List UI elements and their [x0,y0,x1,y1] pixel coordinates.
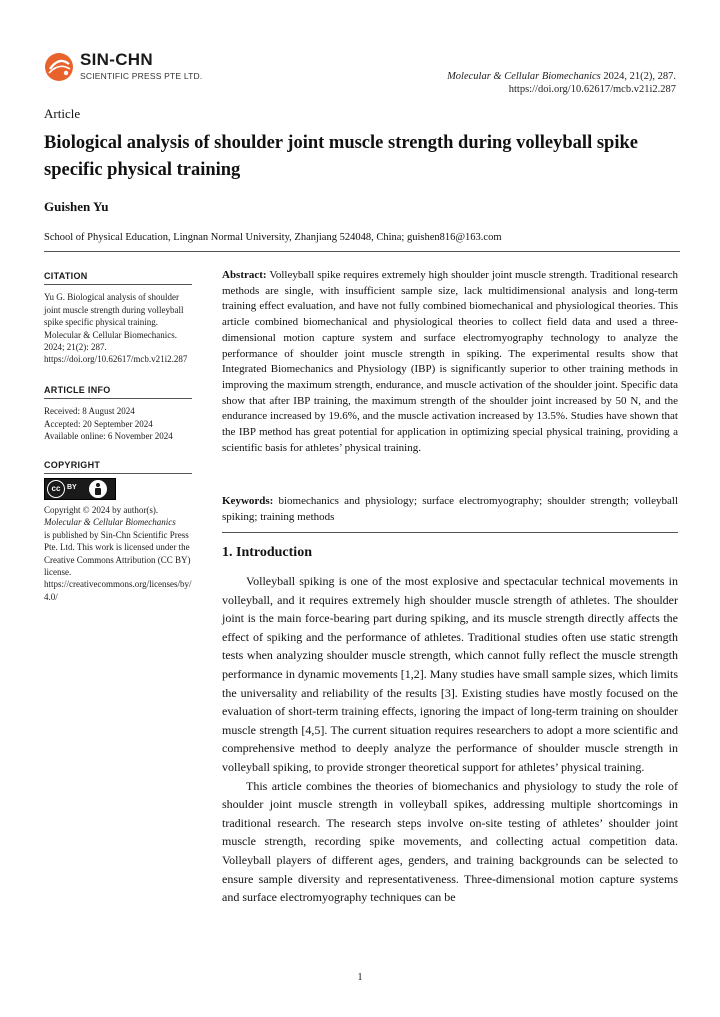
citation-heading: CITATION [44,270,192,285]
keywords [222,494,678,525]
by-label: BY [67,484,77,491]
copyright-license-text: is published by Sin-Chn Scientific Press Pte. Ltd. This work is licensed under the Creative Commons Attribution (CC BY) license. [44,529,191,578]
accepted-date: Accepted: 20 September 2024 [44,418,153,429]
article-info-block [44,384,192,443]
abstract-text: Volleyball spike requires extremely high shoulder joint muscle strength. Traditional research methods are single, with insufficient sample size, lack multidimensional analysis and long-term training effect evaluation, and have not fully combined biomechanical and physiological theories. This article combined biomechanical and physiological theories to collect field data and used a three-dimensional motion capture system and surface electromyography technology to analyze the performance of shoulder joint muscle strength in spiking. The experimental results show that Integrated Biomechanics and Physiology (IBP) is significantly superior to other training methods in improving the maximum strength, endurance, and muscle activation of the shoulder joint. Specific data show that after IBP training, the maximum strength of the shoulder joint increased by 50 N, and the endurance increased by 19.6%, and the muscle activation increased by 13.5%. Studies have shown that the IBP method has great potential for application in optimizing special physical training, providing a scientific basis for athletes’ physical training. [222,269,678,454]
publisher-name: SIN-CHN [80,50,153,69]
publisher-subtitle: SCIENTIFIC PRESS PTE LTD. [80,71,203,81]
copyright-journal: Molecular & Cellular Biomechanics [44,517,176,528]
section-heading-introduction: 1. Introduction [222,545,312,560]
copyright-line: Copyright © 2024 by author(s). [44,505,159,515]
abstract-divider [222,532,678,533]
keywords-text: biomechanics and physiology; surface electromyography; shoulder strength; volleyball spiking; training methods [222,495,679,523]
abstract-label: Abstract: [222,269,267,281]
page-number: 1 [357,972,363,983]
copyright-heading: COPYRIGHT [44,459,192,474]
citation-doi-link[interactable]: https://doi.org/10.62617/mcb.v21i2.287 [44,354,188,365]
journal-reference [447,70,676,96]
author-name: Guishen Yu [44,199,109,214]
cc-by-license-badge[interactable] [44,478,116,500]
introduction-paragraph-2: This article combines the theories of biomechanics and physiology to study the role of shoulder joint muscle strength in volleyball spikes, addressing multiple shortcomings in traditional research. The research steps involve on-site testing of athletes’ shoulder joint muscle strength, recording spike movements, and collecting actual competition data. Volleyball players of different ages, genders, and training backgrounds can be selected to ensure sample diversity and representativeness. Three-dimensional motion capture systems and surface electromyography techniques can be [222,778,678,905]
journal-volume: 2024, 21(2), 287. [603,71,676,82]
license-url-link[interactable]: https://creativecommons.org/licenses/by/4.0/ [44,579,192,602]
header-divider [44,251,680,252]
available-date: Available online: 6 November 2024 [44,431,173,442]
cc-icon: cc [47,480,65,498]
copyright-text-block [44,504,192,603]
abstract [222,268,678,456]
introduction-body [222,572,678,907]
article-title: Biological analysis of shoulder joint muscle strength during volleyball spike specific physical training [44,133,638,180]
citation-text: Yu G. Biological analysis of shoulder joint muscle strength during volleyball spike specific physical training. Molecular & Cellular Biomechanics. 2024; 21(2): 287. [44,292,184,353]
journal-name: Molecular & Cellular Biomechanics [447,71,601,82]
publisher-logo-icon [44,52,74,82]
keywords-label: Keywords: [222,495,274,507]
author-affiliation: School of Physical Education, Lingnan Normal University, Zhanjiang 524048, China; guishen816@163.com [44,232,502,243]
journal-doi-link[interactable]: https://doi.org/10.62617/mcb.v21i2.287 [508,84,676,95]
article-type: Article [44,106,81,121]
citation-block [44,270,192,366]
received-date: Received: 8 August 2024 [44,406,135,417]
introduction-paragraph-1: Volleyball spiking is one of the most explosive and spectacular technical movements in volleyball, and it requires extremely high shoulder muscle strength of athletes. The shoulder joint is the main force-bearing part during spiking, and its muscle strength directly affects the effect of spiking and the performance of athletes. Traditional studies often use static strength tests when analyzing shoulder muscle strength, which cannot fully reflect the muscle strength performance in dynamic movements [1,2]. Many studies have small sample sizes, which limits the universality and reliability of the results [3]. Existing studies have mostly focused on the evaluation of short-term training effects, ignoring the impact of long-term training on shoulder muscle strength [4,5]. The current situation requires researchers to adopt a more scientific and comprehensive method to deeply analyze the performance of shoulder muscle strength in volleyball spiking, to provide stronger theoretical support for athletes’ physical training. [222,574,678,774]
attribution-person-icon [89,480,107,498]
article-info-heading: ARTICLE INFO [44,384,192,399]
